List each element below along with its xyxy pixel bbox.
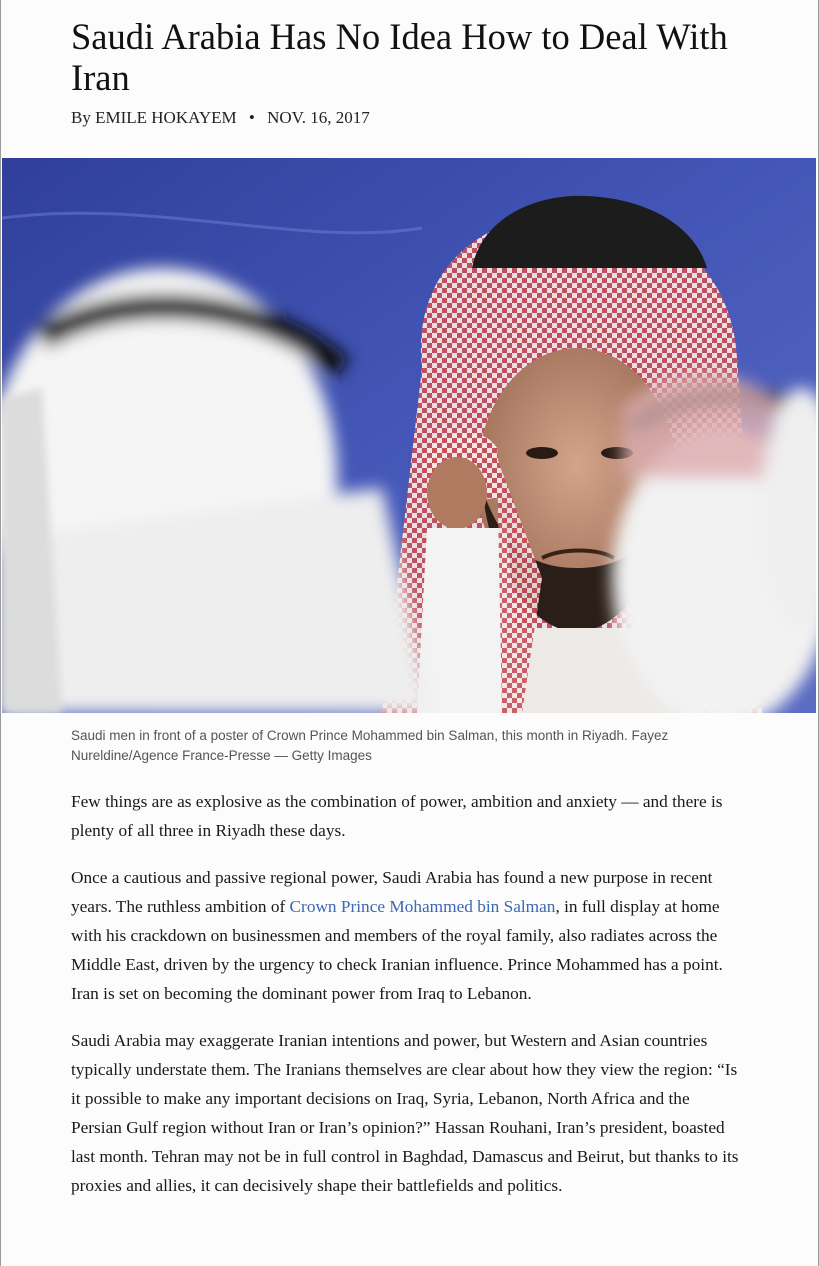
lead-photo (2, 158, 816, 713)
author-name[interactable]: EMILE HOKAYEM (95, 108, 237, 127)
publish-date: NOV. 16, 2017 (267, 108, 370, 127)
paragraph-text: , in full display at home with his crackdown on businessmen and members of the royal family, also radiates across the Middle East, driven by the urgency to check Iranian influence. Prince Mohammed has a point. Iran is set on becoming the dominant power from Iraq to Lebanon. (71, 897, 723, 1003)
paragraph (71, 863, 743, 1008)
paragraph: Saudi Arabia may exaggerate Iranian intentions and power, but Western and Asian countries typically understate them. The Iranians themselves are clear about how they view the region: “Is it possible to make any important decisions on Iraq, Syria, Lebanon, North Africa and the Persian Gulf region without Iran or Iran’s opinion?” Hassan Rouhani, Iran’s president, boasted last month. Tehran may not be in full control in Baghdad, Damascus and Beirut, but thanks to its proxies and allies, it can decisively shape their battlefields and politics. (71, 1031, 739, 1195)
paragraph: Few things are as explosive as the combination of power, ambition and anxiety — and there is plenty of all three in Riyadh these days. (71, 792, 723, 840)
byline (71, 107, 370, 129)
byline-separator: • (248, 108, 255, 127)
paragraph-text: Once a cautious and passive regional power, Saudi Arabia has found a new purpose in recent years. The ruthless ambition of (71, 868, 713, 916)
crown-prince-link[interactable]: Crown Prince Mohammed bin Salman (289, 897, 556, 916)
article-headline: Saudi Arabia Has No Idea How to Deal With Iran (71, 16, 728, 98)
article-body (71, 787, 743, 1218)
photo-caption: Saudi men in front of a poster of Crown Prince Mohammed bin Salman, this month in Riyadh. Fayez Nureldine/Agence France-Presse — Getty Images (71, 728, 669, 763)
byline-prefix: By (71, 108, 91, 127)
